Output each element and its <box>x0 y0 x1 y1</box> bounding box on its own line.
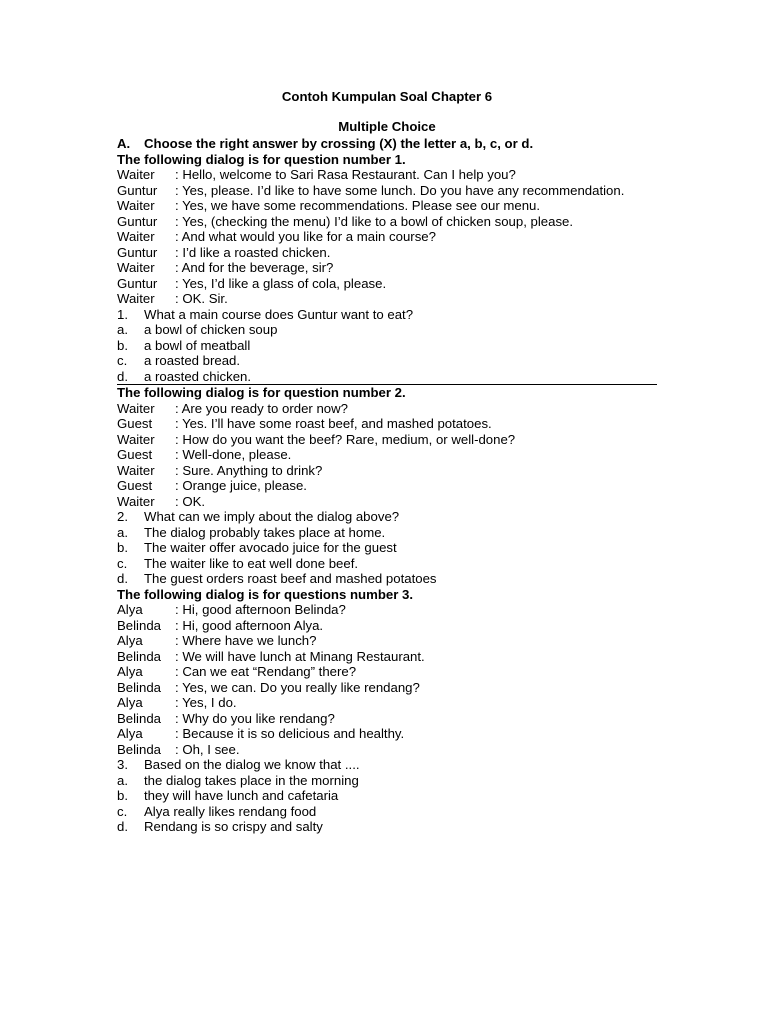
answer-option[interactable] <box>117 338 657 354</box>
dialog-line <box>117 649 657 665</box>
dialog-line <box>117 602 657 618</box>
utterance: : Sure. Anything to drink? <box>175 462 323 478</box>
speaker: Guntur <box>117 275 158 291</box>
option-letter: b. <box>117 540 128 555</box>
utterance: : How do you want the beef? Rare, medium, or well-done? <box>175 431 516 447</box>
utterance: : Because it is so delicious and healthy. <box>175 726 405 741</box>
option-text: The guest orders roast beef and mashed potatoes <box>144 571 437 586</box>
utterance: : Yes, I do. <box>175 695 237 710</box>
option-letter: a. <box>117 772 128 788</box>
dialog-line <box>117 229 657 245</box>
option-text: Alya really likes rendang food <box>144 803 317 819</box>
dialog-line <box>117 214 657 230</box>
utterance: : Orange juice, please. <box>175 478 307 493</box>
answer-option[interactable] <box>117 773 657 789</box>
answer-option[interactable] <box>117 540 657 556</box>
question-text: What can we imply about the dialog above? <box>144 509 400 524</box>
utterance: : Yes, we have some recommendations. Please see our menu. <box>175 198 541 213</box>
utterance: : And for the beverage, sir? <box>175 260 334 275</box>
option-letter: b. <box>117 788 128 803</box>
instruction-letter: A. <box>117 136 131 151</box>
utterance: : Yes, we can. Do you really like rendang? <box>175 679 420 695</box>
option-letter: d. <box>117 819 128 834</box>
speaker: Belinda <box>117 679 161 695</box>
answer-option[interactable] <box>117 525 657 541</box>
option-letter: d. <box>117 571 128 586</box>
speaker: Belinda <box>117 617 161 633</box>
document-title: Contoh Kumpulan Soal Chapter 6 <box>281 89 493 104</box>
dialog-line <box>117 167 657 183</box>
spacer <box>117 106 657 118</box>
answer-option[interactable] <box>117 353 657 369</box>
speaker: Waiter <box>117 229 155 244</box>
utterance: : Hello, welcome to Sari Rasa Restaurant. Can I help you? <box>175 167 516 182</box>
question-number: 2. <box>117 509 128 524</box>
utterance: : Yes, please. I’d like to have some lunch. Do you have any recommendation. <box>175 182 625 198</box>
question-number: 1. <box>117 306 128 322</box>
speaker: Alya <box>117 695 143 710</box>
speaker: Belinda <box>117 710 161 726</box>
dialog-line <box>117 447 657 463</box>
question-1 <box>117 307 657 323</box>
utterance: : Can we eat “Rendang” there? <box>175 664 357 679</box>
question-3 <box>117 757 657 773</box>
dialog-line <box>117 183 657 199</box>
option-text: Rendang is so crispy and salty <box>144 819 323 834</box>
dialog-line <box>117 664 657 680</box>
option-letter: a. <box>117 524 128 540</box>
dialog-line <box>117 463 657 479</box>
utterance: : We will have lunch at Minang Restaurant. <box>175 648 425 664</box>
dialog-line <box>117 432 657 448</box>
option-text: a bowl of chicken soup <box>144 322 278 337</box>
option-text: the dialog takes place in the morning <box>144 772 359 788</box>
utterance: : I’d like a roasted chicken. <box>175 244 331 260</box>
utterance: : Are you ready to order now? <box>175 400 349 416</box>
dialog-intro-2: The following dialog is for question number 2. <box>117 385 406 400</box>
option-text: The waiter like to eat well done beef. <box>144 555 359 571</box>
dialog-line <box>117 198 657 214</box>
dialog-intro-3: The following dialog is for questions number 3. <box>117 586 413 602</box>
option-text: a roasted chicken. <box>144 368 252 384</box>
speaker: Guntur <box>117 182 158 198</box>
utterance: : OK. Sir. <box>175 291 228 306</box>
question-text: Based on the dialog we know that .... <box>144 757 360 772</box>
utterance: : Oh, I see. <box>175 741 240 757</box>
answer-option[interactable] <box>117 369 657 386</box>
dialog-intro-1: The following dialog is for question number 1. <box>117 151 406 167</box>
dialog-line <box>117 260 657 276</box>
speaker: Waiter <box>117 462 155 478</box>
option-letter: b. <box>117 337 128 353</box>
speaker: Waiter <box>117 167 155 182</box>
option-text: The dialog probably takes place at home. <box>144 524 386 540</box>
document-page <box>117 88 657 835</box>
question-text: What a main course does Guntur want to eat? <box>144 306 414 322</box>
option-text: a roasted bread. <box>144 353 241 368</box>
utterance: : Hi, good afternoon Belinda? <box>175 602 346 617</box>
speaker: Alya <box>117 664 143 679</box>
answer-option[interactable] <box>117 819 657 835</box>
utterance: : Yes, I’d like a glass of cola, please. <box>175 275 387 291</box>
utterance: : Hi, good afternoon Alya. <box>175 617 324 633</box>
answer-option[interactable] <box>117 322 657 338</box>
option-text: The waiter offer avocado juice for the guest <box>144 540 397 555</box>
question-2 <box>117 509 657 525</box>
dialog-line <box>117 726 657 742</box>
answer-option[interactable] <box>117 788 657 804</box>
speaker: Guest <box>117 478 153 493</box>
option-text: a bowl of meatball <box>144 337 251 353</box>
utterance: : Yes, (checking the menu) I’d like to a bowl of chicken soup, please. <box>175 213 574 229</box>
speaker: Guest <box>117 447 153 462</box>
utterance: : OK. <box>175 493 206 509</box>
speaker: Waiter <box>117 400 155 416</box>
utterance: : Yes. I’ll have some roast beef, and mashed potatoes. <box>175 416 492 431</box>
speaker: Guntur <box>117 213 158 229</box>
utterance: : Why do you like rendang? <box>175 710 335 726</box>
speaker: Guntur <box>117 244 158 260</box>
speaker: Waiter <box>117 431 155 447</box>
speaker: Waiter <box>117 198 155 213</box>
dialog-line <box>117 633 657 649</box>
question-number: 3. <box>117 757 128 772</box>
dialog-line <box>117 245 657 261</box>
section-heading: Multiple Choice <box>338 119 436 134</box>
dialog-line <box>117 416 657 432</box>
speaker: Alya <box>117 633 143 648</box>
option-letter: c. <box>117 803 128 819</box>
utterance: : And what would you like for a main course? <box>175 229 436 244</box>
answer-option[interactable] <box>117 556 657 572</box>
utterance: : Well-done, please. <box>175 447 292 462</box>
dialog-line <box>117 494 657 510</box>
speaker: Belinda <box>117 741 161 757</box>
speaker: Waiter <box>117 260 155 275</box>
speaker: Waiter <box>117 291 155 306</box>
instruction-text: Choose the right answer by crossing (X) the letter a, b, c, or d. <box>144 136 534 151</box>
dialog-line <box>117 478 657 494</box>
dialog-line <box>117 695 657 711</box>
option-text: they will have lunch and cafetaria <box>144 788 339 803</box>
utterance: : Where have we lunch? <box>175 633 317 648</box>
dialog-line <box>117 742 657 758</box>
dialog-line <box>117 291 657 307</box>
speaker: Belinda <box>117 648 161 664</box>
speaker: Guest <box>117 416 153 431</box>
dialog-line <box>117 680 657 696</box>
speaker: Waiter <box>117 493 155 509</box>
speaker: Alya <box>117 726 143 741</box>
instruction <box>117 136 657 152</box>
option-letter: a. <box>117 322 128 337</box>
option-letter: c. <box>117 353 128 368</box>
dialog-line <box>117 618 657 634</box>
option-letter: c. <box>117 555 128 571</box>
answer-option[interactable] <box>117 571 657 587</box>
dialog-line <box>117 711 657 727</box>
speaker: Alya <box>117 602 143 617</box>
dialog-line <box>117 276 657 292</box>
dialog-line <box>117 401 657 417</box>
option-letter: d. <box>117 368 128 384</box>
answer-option[interactable] <box>117 804 657 820</box>
